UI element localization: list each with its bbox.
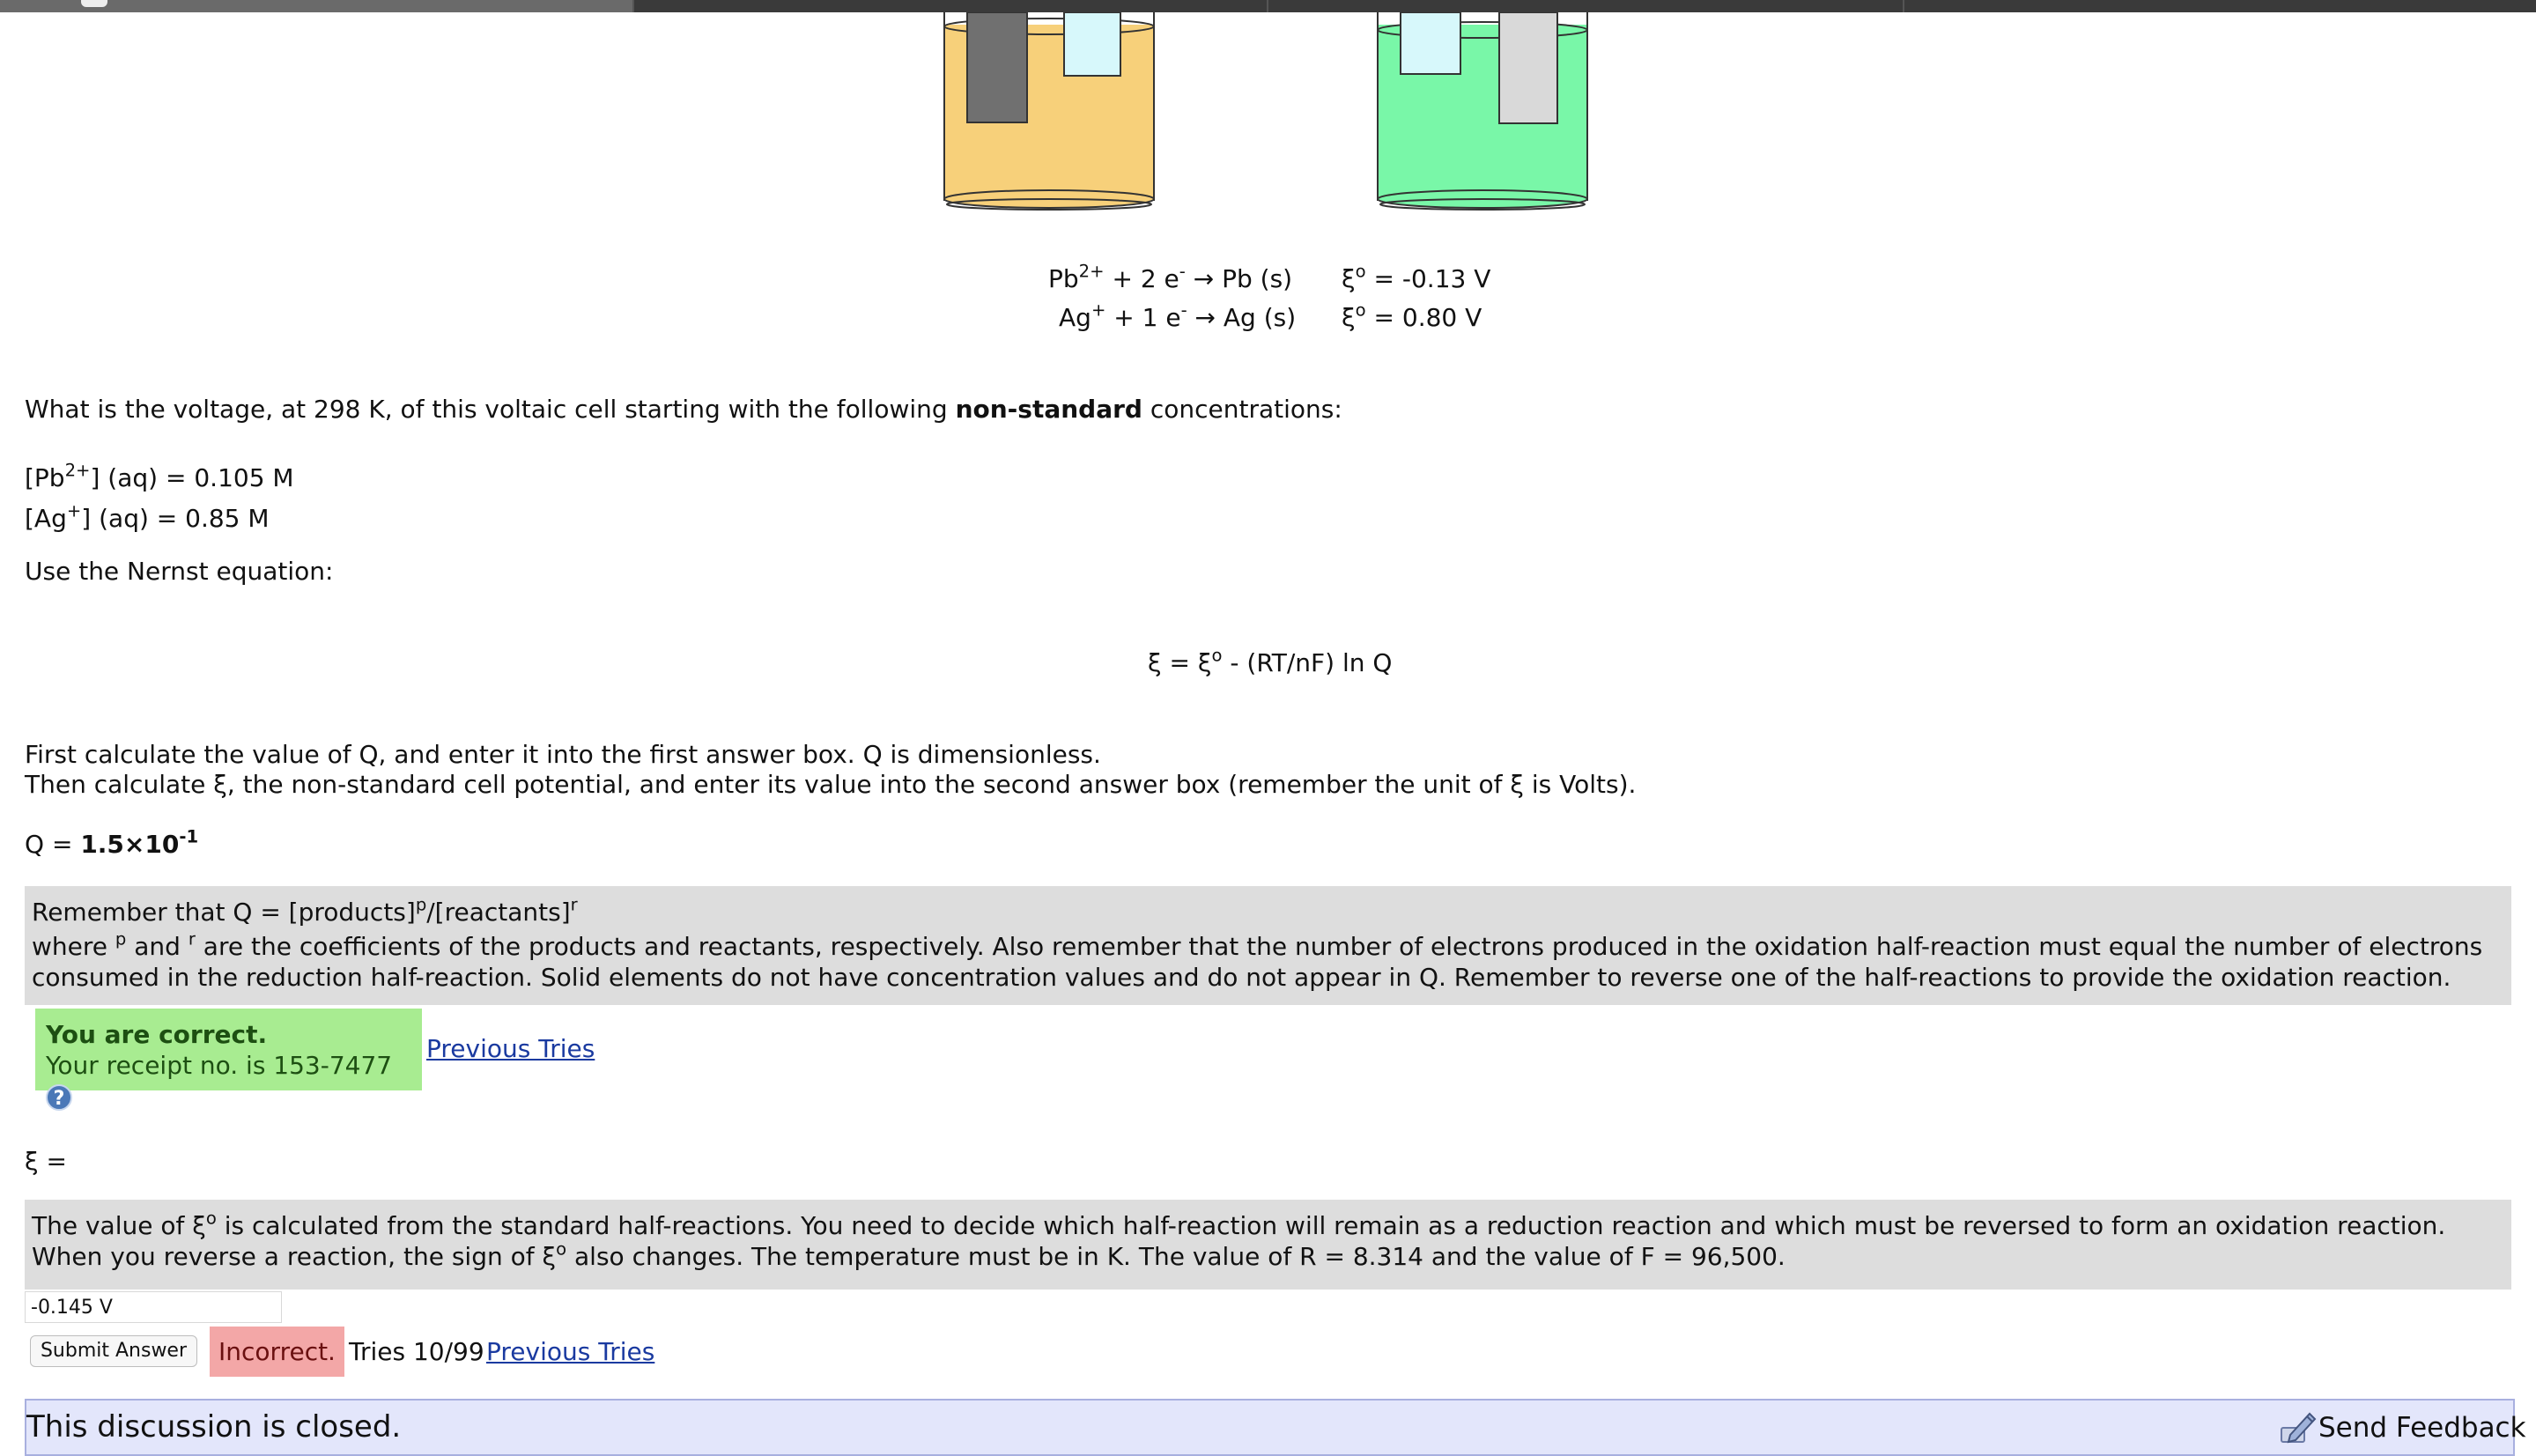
- lead-electrode: [967, 12, 1027, 122]
- hint-text: where: [32, 932, 115, 961]
- browser-tab[interactable]: [634, 0, 1268, 12]
- hint-q-line1: [32, 894, 2504, 928]
- submit-answer-button[interactable]: Submit Answer: [30, 1335, 197, 1367]
- question-prefix: What is the voltage, at 298 K, of this voltaic cell starting with the following: [25, 395, 956, 424]
- product: → Pb (s): [1185, 264, 1293, 293]
- hint-xi: [25, 1200, 2511, 1290]
- salt-bridge-right-arm: [1401, 12, 1460, 74]
- send-feedback-label: Send Feedback: [2318, 1412, 2526, 1444]
- electrons: + 1 e: [1105, 303, 1181, 332]
- hint-text: The value of ξ: [32, 1211, 206, 1240]
- conc-value: ] (aq) = 0.105 M: [90, 463, 294, 492]
- question-emphasis: non-standard: [955, 395, 1142, 424]
- conc-charge: 2+: [64, 460, 91, 481]
- hint-sup: p: [415, 894, 427, 915]
- q-mantissa: 1.5×10: [80, 830, 180, 859]
- instruction-line-2: Then calculate ξ, the non-standard cell potential, and enter its value into the second answer box (remember the unit of ξ is Volts).: [25, 770, 1637, 799]
- hint-text: is calculated from the standard half-reactions. You need to decide which half-reaction will remain as a reduction reaction and which must be reversed to form an oxidation reaction. When you reverse a reaction, the sign of ξ: [32, 1211, 2446, 1271]
- question-suffix: concentrations:: [1142, 395, 1342, 424]
- nernst-lhs: ξ = ξ: [1148, 648, 1212, 677]
- conc-value: ] (aq) = 0.85 M: [81, 504, 270, 533]
- potential-pb: [1342, 261, 1491, 294]
- potential-ag: [1342, 299, 1482, 333]
- browser-tab-active[interactable]: [0, 0, 634, 12]
- voltaic-cell-diagram: [934, 12, 1603, 215]
- hint-q-line2: [32, 928, 2504, 993]
- electron-charge: -: [1179, 261, 1186, 282]
- silver-electrode: [1499, 12, 1557, 123]
- correct-feedback: [35, 1009, 422, 1110]
- q-label: Q =: [25, 830, 81, 859]
- tries-count: Tries 10/99: [349, 1337, 484, 1366]
- previous-tries-link-2[interactable]: Previous Tries: [486, 1337, 655, 1366]
- concentration-pb: [25, 460, 294, 493]
- hint-text: Remember that Q = [products]: [32, 898, 416, 927]
- species: Ag: [1059, 303, 1091, 332]
- product: → Ag (s): [1187, 303, 1297, 332]
- hint-text: also changes. The temperature must be in K. The value of R = 8.314 and the value of F = 96,500.: [566, 1242, 1786, 1271]
- conc-open: [Pb: [25, 463, 65, 492]
- potential-value: = -0.13 V: [1365, 264, 1491, 293]
- browser-tab[interactable]: [1904, 0, 2536, 12]
- hint-text: /[reactants]: [426, 898, 571, 927]
- potential-value: = 0.80 V: [1365, 303, 1482, 332]
- previous-tries-link[interactable]: Previous Tries: [426, 1034, 595, 1063]
- half-reaction-pb: [1048, 261, 1293, 294]
- electron-charge: -: [1180, 299, 1187, 321]
- receipt-text: Your receipt no. is 153-7477: [46, 1051, 393, 1080]
- help-icon[interactable]: ?: [46, 1084, 72, 1111]
- discussion-closed-bar: [25, 1399, 2515, 1456]
- standard-sup: o: [1355, 299, 1366, 321]
- hint-text: and: [126, 932, 189, 961]
- instruction-line-1: First calculate the value of Q, and enter it into the first answer box. Q is dimensionless.: [25, 740, 1101, 769]
- electrons: + 2 e: [1104, 264, 1179, 293]
- incorrect-badge: Incorrect.: [210, 1327, 344, 1377]
- q-answer: [25, 826, 199, 860]
- conc-charge: +: [66, 500, 82, 521]
- xi-symbol: ξ: [1342, 264, 1356, 293]
- left-beaker: [944, 12, 1154, 210]
- nernst-intro: Use the Nernst equation:: [25, 557, 334, 586]
- q-exponent: -1: [179, 826, 199, 847]
- xi-answer-input[interactable]: [25, 1291, 282, 1323]
- concentration-ag: [25, 500, 270, 534]
- closed-text: This discussion is closed.: [26, 1409, 402, 1445]
- hint-sup: p: [115, 928, 127, 950]
- hint-sup: o: [556, 1238, 567, 1260]
- hint-sup: r: [570, 894, 578, 915]
- standard-sup: o: [1355, 261, 1366, 282]
- conc-open: [Ag: [25, 504, 67, 533]
- charge: 2+: [1078, 261, 1105, 282]
- hint-sup: o: [205, 1208, 217, 1229]
- right-beaker: [1378, 12, 1587, 210]
- species: Pb: [1048, 264, 1079, 293]
- xi-label: ξ =: [25, 1147, 67, 1176]
- hint-q: [25, 886, 2511, 1005]
- correct-title: You are correct.: [46, 1020, 268, 1049]
- send-feedback-button[interactable]: [2278, 1407, 2526, 1449]
- half-reaction-ag: [1059, 299, 1297, 333]
- charge: +: [1091, 299, 1106, 321]
- salt-bridge-left-arm: [1064, 12, 1120, 76]
- nernst-equation: [1148, 645, 1393, 678]
- browser-tab[interactable]: [1268, 0, 1904, 12]
- hint-sup: r: [188, 928, 196, 950]
- pencil-feedback-icon: [2278, 1408, 2318, 1447]
- receipt-line: [46, 1050, 411, 1112]
- nernst-rhs: - (RT/nF) ln Q: [1222, 648, 1393, 677]
- nernst-sup: o: [1211, 645, 1223, 666]
- browser-tab-strip: [0, 0, 2536, 12]
- question-text: [25, 395, 1342, 425]
- tab-favicon: [81, 0, 107, 7]
- xi-symbol: ξ: [1342, 303, 1356, 332]
- hint-text: are the coefficients of the products and reactants, respectively. Also remember that the number of electrons produced in the oxidation half-reaction must equal the number of electrons consumed in the reduction half-reaction. Solid elements do not have concentration values and do not appear in Q. Remember to reverse one of the half-reactions to provide the oxidation reaction.: [32, 932, 2483, 992]
